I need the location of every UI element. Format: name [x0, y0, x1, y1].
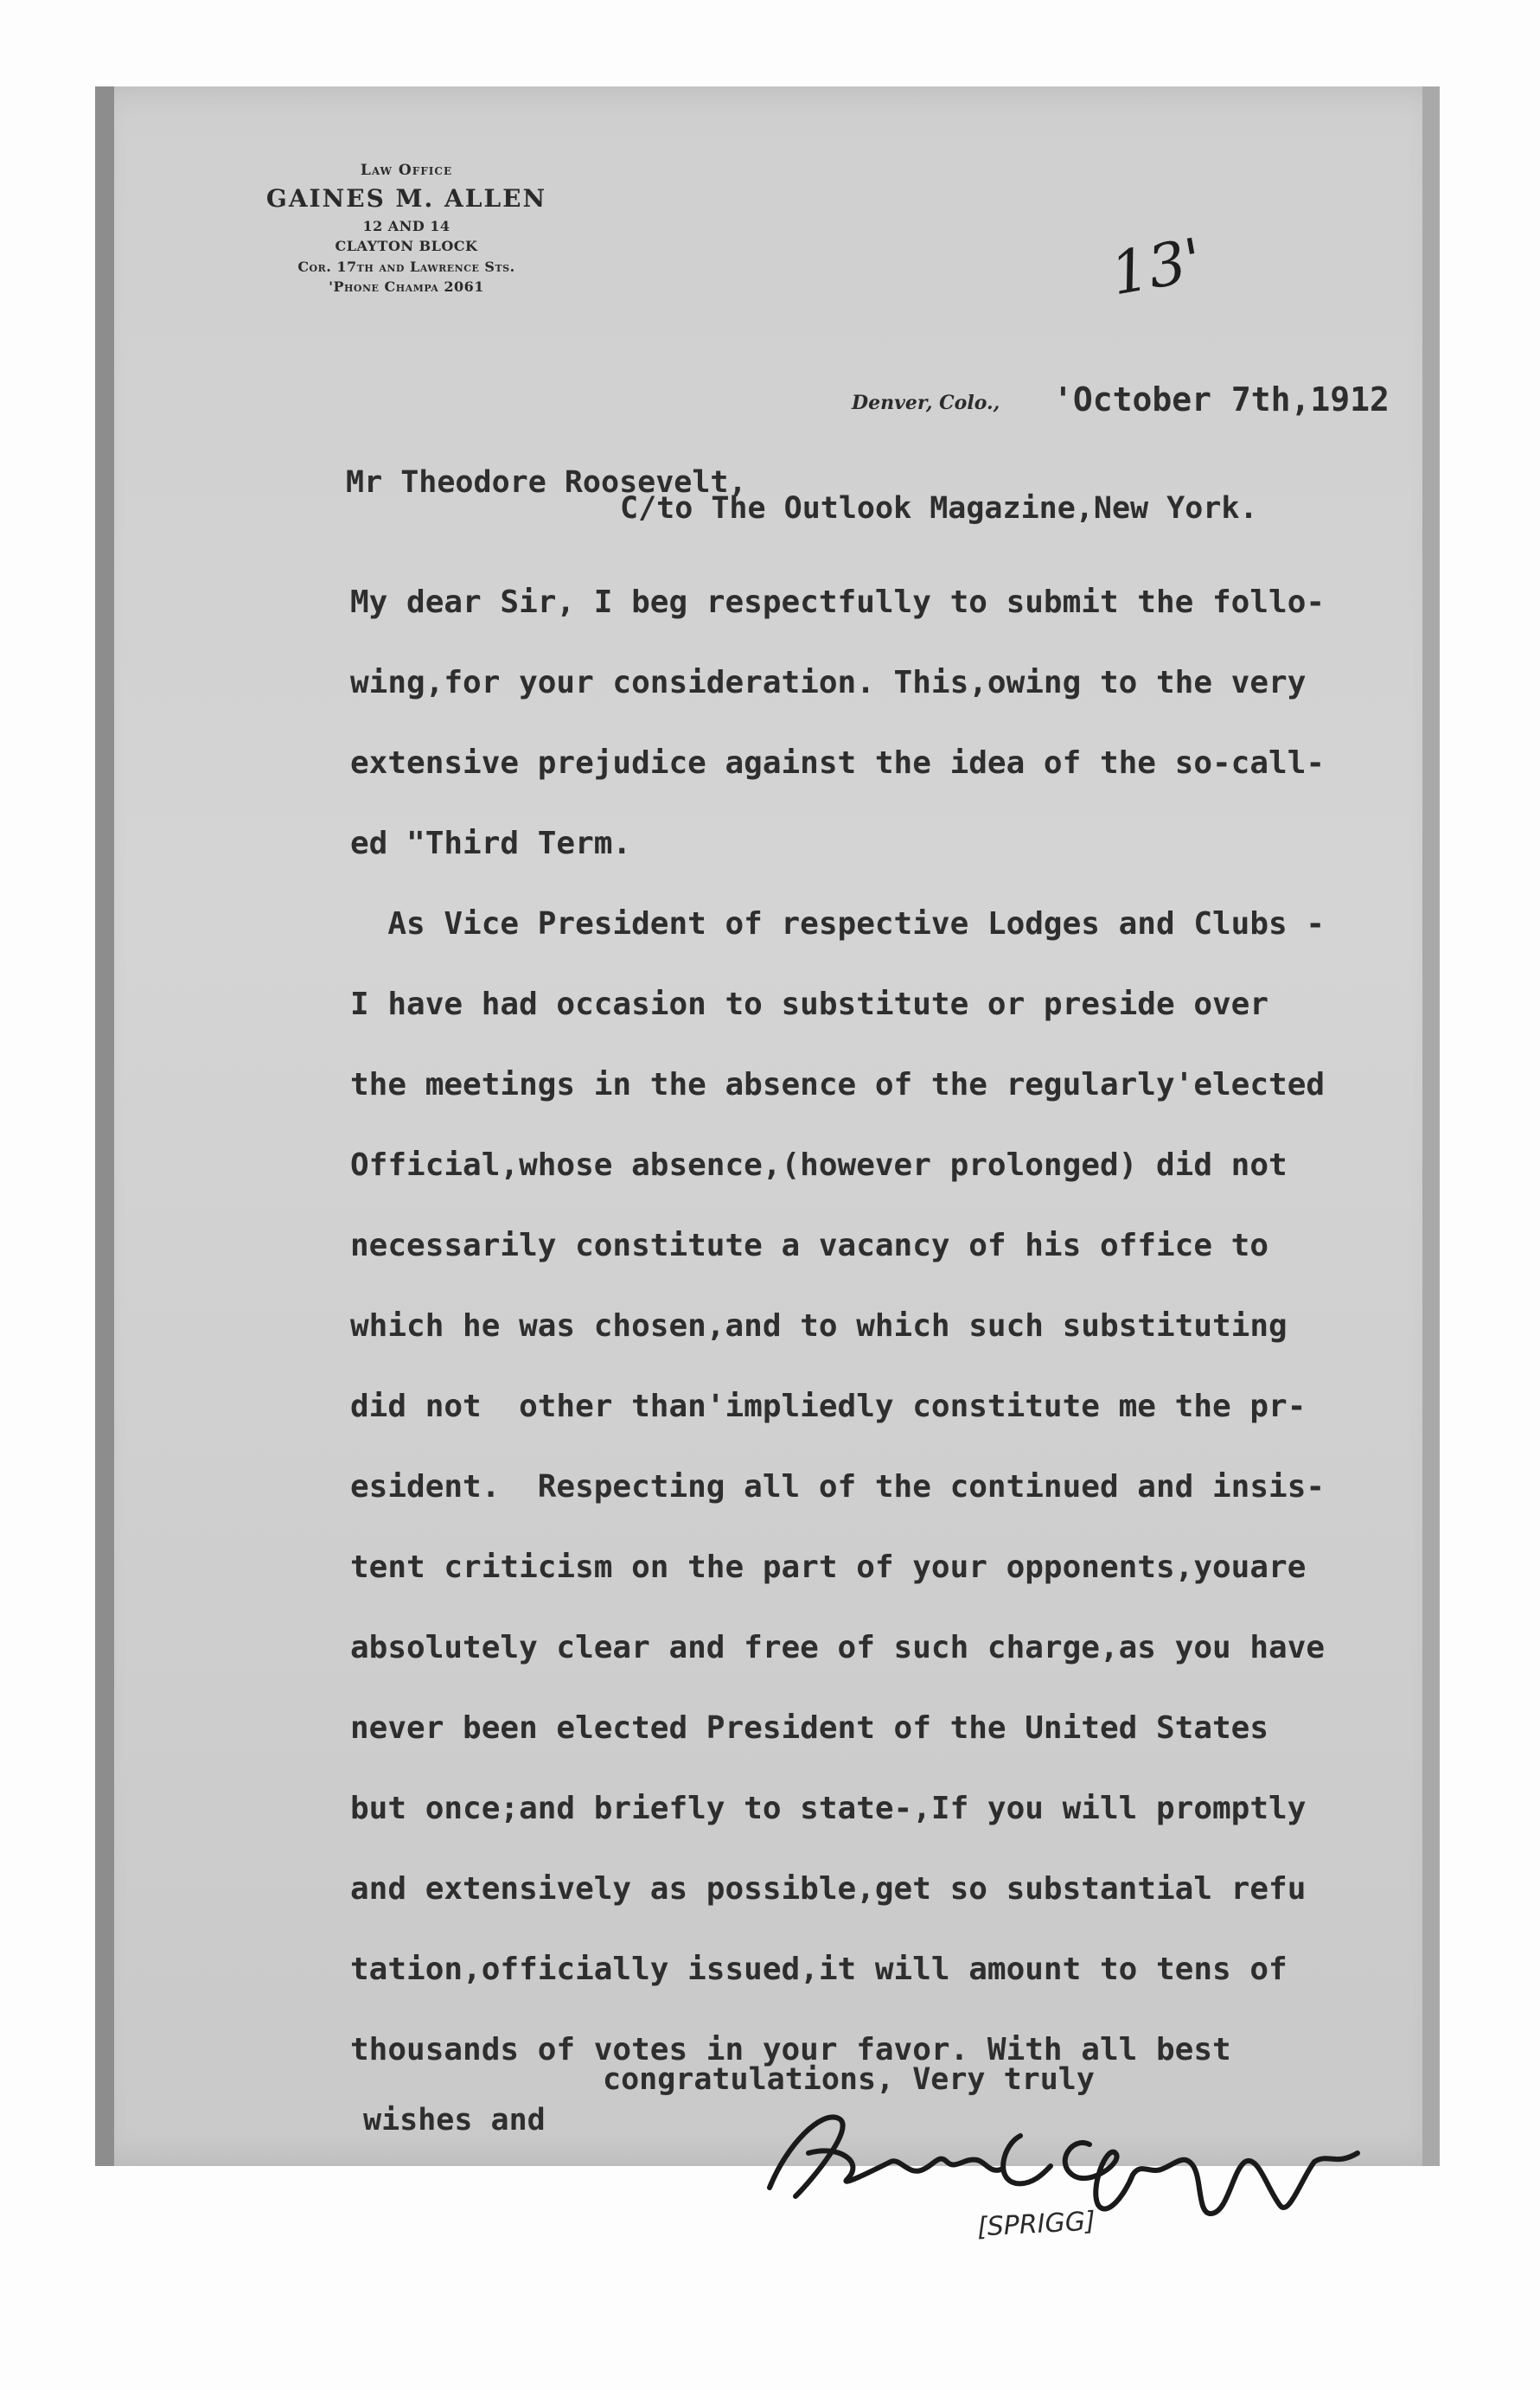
letterhead-street: Cor. 17th and Lawrence Sts.	[297, 258, 515, 275]
letterhead-name: GAINES M. ALLEN	[265, 183, 547, 213]
body-line: extensive prejudice against the idea of the so-call-	[350, 745, 1326, 781]
letter-body	[350, 562, 1431, 2090]
body-line: but once;and briefly to state-,If you will promptly	[350, 1791, 1307, 1826]
letterhead-rooms: 12 AND 14	[362, 218, 450, 235]
body-line: absolutely clear and free of such charge,as you have	[350, 1630, 1326, 1665]
body-line: tation,officially issued,it will amount to tens of	[350, 1952, 1288, 1987]
body-line: tent criticism on the part of your opponents,youare	[350, 1550, 1307, 1585]
place-line: Denver, Colo.,	[852, 392, 1000, 414]
body-line: esident. Respecting all of the continued and insis-	[350, 1469, 1326, 1505]
sheet-shadow-left	[95, 86, 114, 2166]
recipient-name: Mr Theodore Roosevelt,	[346, 465, 747, 500]
body-line: which he was chosen,and to which such substituting	[350, 1308, 1288, 1344]
body-line: ed "Third Term.	[350, 826, 632, 861]
body-line: never been elected President of the United States	[350, 1710, 1269, 1746]
body-line: and extensively as possible,get so substantial refu	[350, 1871, 1307, 1907]
body-line: necessarily constitute a vacancy of his office to	[350, 1228, 1269, 1263]
body-line: I have had occasion to substitute or preside over	[350, 987, 1269, 1022]
body-line: did not other than'impliedly constitute me the pr-	[350, 1389, 1307, 1424]
body-line: As Vice President of respective Lodges and Clubs -	[350, 906, 1326, 942]
letter-date: 'October 7th,1912	[1053, 380, 1390, 419]
body-line: the meetings in the absence of the regularly'elected	[350, 1067, 1326, 1102]
letterhead	[216, 160, 597, 297]
body-line: My dear Sir, I beg respectfully to submit the follo-	[350, 585, 1326, 620]
printed-signer-name: [SPRIGG]	[976, 2206, 1096, 2243]
closing-line-1: congratulations, Very truly	[603, 2062, 1095, 2097]
letterhead-phone: 'Phone Champa 2061	[329, 278, 484, 295]
recipient-address: C/to The Outlook Magazine,New York.	[620, 491, 1258, 526]
folio-number: 13'	[1105, 226, 1208, 310]
letterhead-building: CLAYTON BLOCK	[335, 238, 478, 255]
body-line: wing,for your consideration. This,owing to the very	[350, 665, 1307, 700]
letterhead-office: Law Office	[360, 162, 453, 179]
body-line: Official,whose absence,(however prolonged) did not	[350, 1147, 1288, 1183]
handwritten-signature	[761, 2093, 1418, 2222]
body-line: thousands of votes in your favor. With all best	[350, 2032, 1231, 2067]
closing-line-2: wishes and	[363, 2103, 546, 2138]
